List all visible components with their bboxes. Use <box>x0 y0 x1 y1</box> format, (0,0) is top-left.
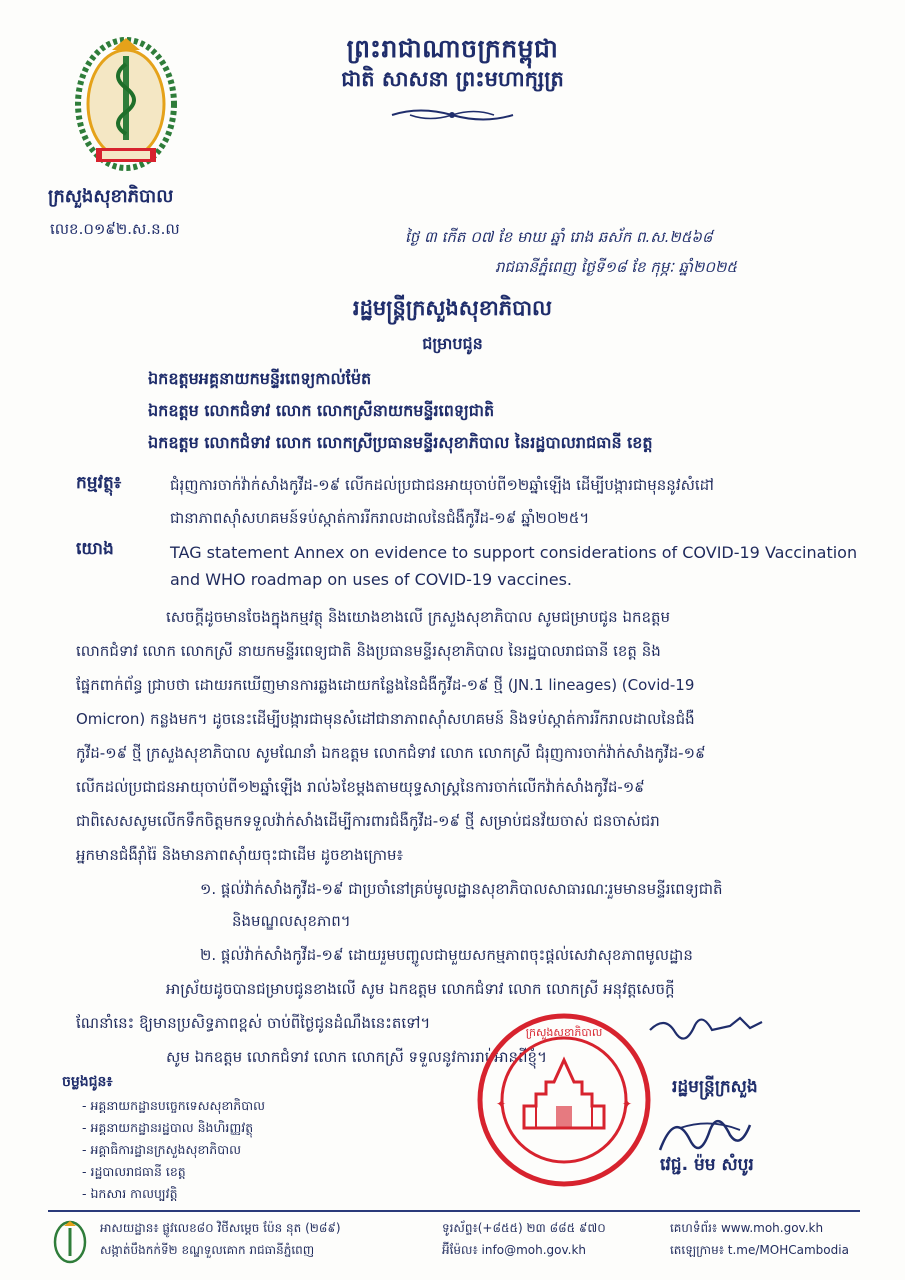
body-line-8: អ្នកមានជំងឺរ៉ាំរ៉ៃ និងមានភាពស៊ាំយចុះជាដើម ដូចខាងក្រោម៖ <box>76 846 404 864</box>
body-line-6: លើកដល់ប្រជាជនអាយុចាប់ពី១២ឆ្នាំឡើង រាល់៦ខែម្ដងតាមយុទ្ធសាស្ត្រនៃការចាក់លើកវ៉ាក់សាំងកូវីដ-១៩ <box>76 778 645 796</box>
list-item-1-line-1: ១. ផ្ដល់វ៉ាក់សាំងកូវីដ-១៩ ជាប្រចាំនៅគ្រប់មូលដ្ឋានសុខាភិបាលសាធារណៈរួមមានមន្ទីរពេទ្យជាតិ <box>200 880 723 898</box>
footer-website-link[interactable]: គេហទំព័រ៖ www.moh.gov.kh <box>670 1221 824 1235</box>
body-line-5: កូវីដ-១៩ ថ្មី ក្រសួងសុខាភិបាល សូមណែនាំ ឯកឧត្តម លោកជំទាវ លោក លោកស្រី ជំរុញការចាក់វ៉ាក់សាំងកូវីដ-១៩ <box>76 744 706 762</box>
body-line-3: ផ្នែកពាក់ព័ន្ធ ជ្រាបថា ដោយរកឃើញមានការឆ្លងដោយកន្លែងនៃជំងឺកូវីដ-១៩ ថ្មី (JN.1 lineages) (Covid-19 <box>76 676 695 694</box>
recipient-1: ឯកឧត្តមអគ្គនាយកមន្ទីរពេទ្យកាល់ម៉ែត <box>148 369 372 388</box>
copy-item: - ឯកសារ កាលប្បវត្តិ <box>82 1186 178 1201</box>
subject-line-1: ជំរុញការចាក់វ៉ាក់សាំងកូវីដ-១៩ លើកដល់ប្រជាជនអាយុចាប់ពី១២ឆ្នាំឡើង ដើម្បីបង្ការជាមុននូវសំដៅ <box>170 476 714 494</box>
stamp-text: ក្រសួងសុខាភិបាល <box>525 1026 603 1039</box>
footer-telegram-link[interactable]: តេឡេក្រាម៖ t.me/MOHCambodia <box>670 1243 849 1257</box>
lunar-date: ថ្ងៃ ៣ កើត ០៧ ខែ មាឃ ឆ្នាំ រោង ឆស័ក ព.ស.២៥៦៨ <box>405 228 713 246</box>
footer-phone: ទូរស័ព្ទ៖(+៨៥៥) ២៣ ៨៨៥ ៩៧០ <box>442 1221 606 1235</box>
copies-label: ចម្លងជូន៖ <box>62 1074 113 1090</box>
body-line-1: សេចក្ដីដូចមានចែងក្នុងកម្មវត្ថុ និងយោងខាងលើ ក្រសួងសុខាភិបាល សូមជម្រាបជូន ឯកឧត្តម <box>166 608 671 626</box>
reference-number: លេខ.០១៩២.ស.ន.ល <box>50 220 180 238</box>
copy-item: - អគ្គនាយកដ្ឋានបច្ចេកទេសសុខាភិបាល <box>82 1098 266 1113</box>
ministry-logo-icon <box>72 30 180 180</box>
copy-item: - អគ្គនាយកដ្ឋានរដ្ឋបាល និងហិរញ្ញវត្ថុ <box>82 1120 254 1135</box>
closing-line-1: អាស្រ័យដូចបានជម្រាបជូនខាងលើ សូម ឯកឧត្តម លោកជំទាវ លោក លោកស្រី អនុវត្តសេចក្ដី <box>166 980 675 998</box>
list-item-1-line-2: និងមណ្ឌលសុខភាព។ <box>232 912 351 930</box>
svg-text:✦: ✦ <box>622 1097 633 1111</box>
closing-line-3: សូម ឯកឧត្តម លោកជំទាវ លោក លោកស្រី ទទួលនូវការរាប់អានពីខ្ញុំ។ <box>166 1048 547 1066</box>
footer-email-link[interactable]: អ៊ីម៉ែល៖ info@moh.gov.kh <box>442 1243 587 1257</box>
official-stamp-icon <box>474 1010 654 1190</box>
kingdom-title: ព្រះរាជាណាចក្រកម្ពុជា <box>346 34 559 63</box>
footer-logo-icon <box>52 1220 88 1264</box>
footer-address-2: សង្កាត់បឹងកក់ទី២ ខណ្ឌទួលគោក រាជធានីភ្នំពេញ <box>100 1243 315 1257</box>
svg-text:✦: ✦ <box>496 1097 507 1111</box>
signatory-name: វេជ្ជ. ម៉ម សំបូរ <box>660 1155 754 1175</box>
signatory-title: រដ្ឋមន្ត្រីក្រសួង <box>672 1077 758 1097</box>
footer-divider <box>48 1210 860 1212</box>
to-label: ជម្រាបជូន <box>422 334 483 353</box>
recipient-3: ឯកឧត្តម លោកជំទាវ លោក លោកស្រីប្រធានមន្ទីរសុខាភិបាល នៃរដ្ឋបាលរាជធានី ខេត្ត <box>148 433 653 452</box>
ornament-divider-icon <box>390 104 515 126</box>
place-date: រាជធានីភ្នំពេញ ថ្ងៃទី១៨ ខែ កុម្ភៈ ឆ្នាំ២០២៥ <box>495 258 737 276</box>
reference-line-2: and WHO roadmap on uses of COVID-19 vaccines. <box>170 570 572 589</box>
subject-label: កម្មវត្ថុ៖ <box>76 473 122 493</box>
list-item-2: ២. ផ្ដល់វ៉ាក់សាំងកូវីដ-១៩ ដោយរួមបញ្ចូលជាមួយសកម្មភាពចុះផ្ដល់សេវាសុខភាពមូលដ្ឋាន <box>200 946 693 964</box>
sender-title: រដ្ឋមន្ត្រីក្រសួងសុខាភិបាល <box>352 296 553 320</box>
recipient-2: ឯកឧត្តម លោកជំទាវ លោក លោកស្រីនាយកមន្ទីរពេទ្យជាតិ <box>148 401 495 420</box>
closing-line-2: ណែនាំនេះ ឱ្យមានប្រសិទ្ធភាពខ្ពស់ ចាប់ពីថ្ងៃជូនដំណឹងនេះតទៅ។ <box>76 1014 431 1032</box>
body-line-4: Omicron) កន្លងមក។ ដូចនេះដើម្បីបង្ការជាមុនសំដៅជានាភាពស៊ាំសហគមន៍ និងទប់ស្កាត់ការរីករាលដាលនៃជំងឺ <box>76 710 695 728</box>
copy-item: - អគ្គាធិការដ្ឋានក្រសួងសុខាភិបាល <box>82 1142 241 1157</box>
subject-line-2: ជានាភាពស៊ាំសហគមន៍ទប់ស្កាត់ការរីករាលដាលនៃជំងឺកូវីដ-១៩ ឆ្នាំ២០២៥។ <box>170 509 590 527</box>
body-line-7: ជាពិសេសសូមលើកទឹកចិត្តមកទទួលវ៉ាក់សាំងដើម្បីការពារជំងឺកូវីដ-១៩ ថ្មី សម្រាប់ជនវ័យចាស់ ជនចាស់ជរា <box>76 812 660 830</box>
reference-label: យោង <box>76 539 114 559</box>
national-motto: ជាតិ សាសនា ព្រះមហាក្សត្រ <box>341 67 564 91</box>
footer-address-1: អាសយដ្ឋាន៖ ផ្លូវលេខ៨០ វិថីសម្ដេច ប៉ែន នុត (២៨៩) <box>100 1221 341 1235</box>
ministry-name: ក្រសួងសុខាភិបាល <box>48 186 174 207</box>
copy-item: - រដ្ឋបាលរាជធានី ខេត្ត <box>82 1164 186 1179</box>
body-line-2: លោកជំទាវ លោក លោកស្រី នាយកមន្ទីរពេទ្យជាតិ និងប្រធានមន្ទីរសុខាភិបាល នៃរដ្ឋបាលរាជធានី ខេត្ត និង <box>76 642 661 660</box>
reference-line-1: TAG statement Annex on evidence to support considerations of COVID-19 Vaccination <box>170 543 858 562</box>
